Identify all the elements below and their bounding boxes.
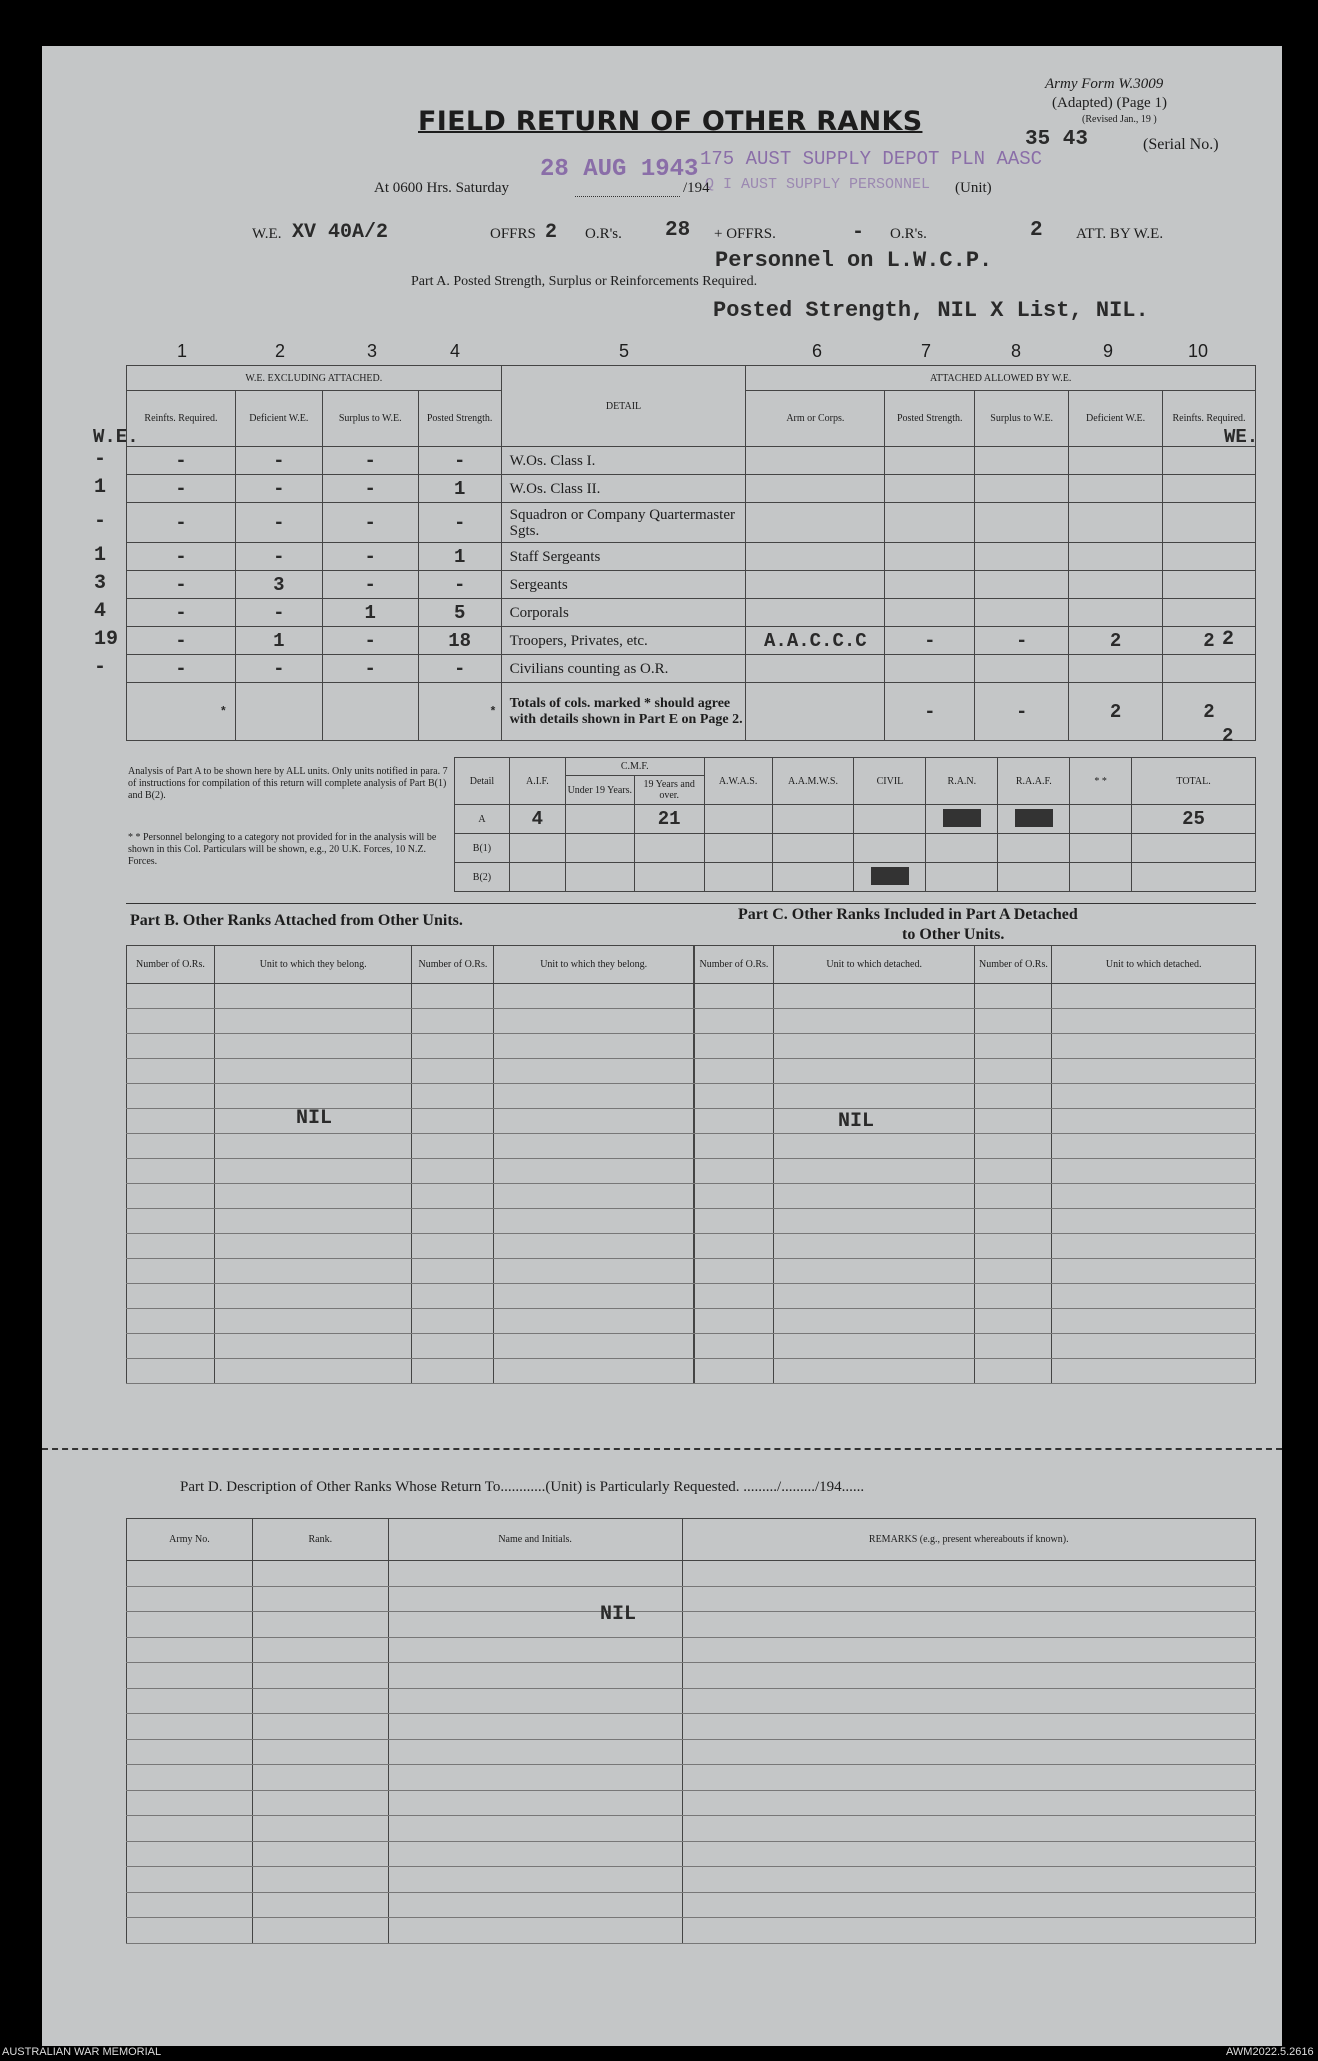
analysis-a-over19: 21 [634, 805, 704, 834]
part-b-heading: Part B. Other Ranks Attached from Other Units. [130, 912, 463, 929]
analysis-b2-civil [854, 863, 926, 892]
part-a-cell-c4: 1 [418, 543, 501, 571]
analysis-total-header: TOTAL. [1132, 758, 1256, 805]
part-a-table [126, 365, 1259, 741]
part-a-row [127, 655, 1256, 683]
plus-ors-value: 2 [1030, 219, 1043, 242]
blank-row [127, 1184, 694, 1209]
blank-row [127, 1790, 1256, 1816]
typed-note-line1: Personnel on L.W.C.P. [715, 248, 993, 273]
blank-row [127, 1109, 694, 1134]
unit-label: (Unit) [955, 180, 992, 196]
part-a-cell-c3: - [322, 447, 418, 475]
part-a-cell-c3: - [322, 475, 418, 503]
analysis-a-aif: 4 [509, 805, 565, 834]
part-a-cell-c2: - [235, 503, 322, 543]
blank-row [127, 1234, 694, 1259]
col-number-10: 10 [1188, 341, 1209, 361]
blank-row [127, 1867, 1256, 1893]
part-a-cell-c9 [1069, 655, 1163, 683]
col-number-6: 6 [812, 341, 823, 361]
part-a-cell-c4: 1 [418, 475, 501, 503]
col-number-5: 5 [619, 341, 630, 361]
part-b-nil: NIL [296, 1107, 333, 1130]
margin-we-value: 3 [94, 572, 107, 595]
blank-row [127, 1841, 1256, 1867]
blank-row [127, 1059, 694, 1084]
part-bc-top-rule [126, 903, 1256, 904]
blank-row [127, 1084, 694, 1109]
part-a-row [127, 627, 1256, 655]
blank-row [695, 1059, 1256, 1084]
part-a-cell-c10 [1163, 475, 1256, 503]
form-number: Army Form W.3009 [1045, 76, 1164, 92]
part-a-cell-c10: 2 [1163, 627, 1256, 655]
part-a-cell-c7: - [885, 627, 975, 655]
part-d-col-army-no: Army No. [127, 1519, 253, 1561]
part-b-col-number: Number of O.Rs. [127, 946, 215, 984]
totals-c10: 2 [1163, 683, 1256, 741]
analysis-aamws-header: A.A.M.W.S. [772, 758, 854, 805]
part-a-cell-detail: Staff Sergeants [501, 543, 746, 571]
part-d-nil: NIL [600, 1603, 637, 1626]
totals-detail: Totals of cols. marked * should agree with details shown in Part E on Page 2. [501, 683, 746, 741]
redaction-mark [871, 867, 909, 885]
part-a-cell-c6 [746, 543, 885, 571]
date-stamp: 28 AUG 1943 [540, 156, 699, 183]
part-a-cell-c2: - [235, 475, 322, 503]
part-a-cell-c9 [1069, 543, 1163, 571]
blank-row [127, 1637, 1256, 1663]
part-a-cell-c7 [885, 599, 975, 627]
part-d-table [126, 1518, 1256, 1944]
part-a-cell-c1: - [127, 599, 236, 627]
part-a-cell-c3: - [322, 571, 418, 599]
part-a-cell-c1: - [127, 655, 236, 683]
blank-row [695, 1134, 1256, 1159]
part-a-cell-c9 [1069, 571, 1163, 599]
part-a-cell-c10 [1163, 599, 1256, 627]
blank-row [695, 1184, 1256, 1209]
blank-row [127, 1816, 1256, 1842]
part-a-cell-c10 [1163, 571, 1256, 599]
perforation-line [42, 1448, 1282, 1450]
analysis-a-raaf [998, 805, 1070, 834]
header-att-deficient: Deficient W.E. [1069, 391, 1163, 447]
part-b-col-unit: Unit to which they belong. [214, 946, 412, 984]
totals-row [127, 683, 1256, 741]
analysis-a-ran [926, 805, 998, 834]
part-a-cell-c2: 3 [235, 571, 322, 599]
header-surplus-to-we: Surplus to W.E. [322, 391, 418, 447]
analysis-a-under19 [565, 805, 634, 834]
margin-we-value: 19 [94, 628, 119, 651]
part-a-row [127, 503, 1256, 543]
part-a-cell-c6 [746, 503, 885, 543]
detail-header: DETAIL [501, 366, 746, 447]
part-a-cell-c1: - [127, 503, 236, 543]
analysis-under19-header: Under 19 Years. [565, 776, 634, 805]
blank-row [127, 1739, 1256, 1765]
blank-row [127, 1663, 1256, 1689]
blank-row [127, 1134, 694, 1159]
blank-row [127, 1586, 1256, 1612]
part-a-cell-c9: 2 [1069, 627, 1163, 655]
blank-row [695, 1009, 1256, 1034]
part-d-col-rank: Rank. [252, 1519, 388, 1561]
blank-row [127, 1359, 694, 1384]
part-a-cell-c7 [885, 503, 975, 543]
part-b-col-unit-2: Unit to which they belong. [494, 946, 694, 984]
part-a-cell-c7 [885, 475, 975, 503]
ors-label: O.R's. [585, 226, 622, 242]
typed-note-line2: Posted Strength, NIL X List, NIL. [713, 298, 1149, 323]
part-a-row [127, 599, 1256, 627]
col-number-4: 4 [450, 341, 461, 361]
serial-label: (Serial No.) [1143, 136, 1219, 153]
part-a-cell-c7 [885, 571, 975, 599]
footer-credit: AUSTRALIAN WAR MEMORIAL [2, 2046, 162, 2058]
part-a-cell-c9 [1069, 503, 1163, 543]
part-a-cell-detail: W.Os. Class I. [501, 447, 746, 475]
analysis-a-other [1070, 805, 1132, 834]
blank-row [695, 1034, 1256, 1059]
blank-row [127, 1009, 694, 1034]
att-by-we-label: ATT. BY W.E. [1076, 226, 1164, 242]
unit-stamp-line2: Q I AUST SUPPLY PERSONNEL [705, 176, 931, 193]
totals-c7: - [885, 683, 975, 741]
part-c-col-unit-2: Unit to which detached. [1052, 946, 1256, 984]
margin-we-value: 1 [94, 544, 107, 567]
part-a-cell-c2: - [235, 655, 322, 683]
at-hours-label: At 0600 Hrs. Saturday [374, 180, 509, 196]
part-b-col-number-2: Number of O.Rs. [412, 946, 494, 984]
totals-we2: 2 [1222, 725, 1234, 747]
analysis-ran-header: R.A.N. [926, 758, 998, 805]
redaction-mark [943, 809, 981, 827]
year-label: /194 [683, 180, 710, 196]
part-a-cell-detail: Squadron or Company Quartermaster Sgts. [501, 503, 746, 543]
col-number-3: 3 [367, 341, 378, 361]
analysis-a-total: 25 [1132, 805, 1256, 834]
part-a-cell-c4: - [418, 503, 501, 543]
analysis-row-b1-label: B(1) [455, 834, 510, 863]
blank-row [127, 1918, 1256, 1944]
plus-offrs-value: - [852, 221, 865, 244]
part-a-cell-c7 [885, 447, 975, 475]
part-a-cell-c6 [746, 475, 885, 503]
header-att-posted-strength: Posted Strength. [885, 391, 975, 447]
part-a-cell-c9 [1069, 475, 1163, 503]
part-a-heading: Part A. Posted Strength, Surplus or Reinforcements Required. [411, 274, 758, 289]
offrs-value: 2 [545, 221, 558, 244]
part-a-cell-c8 [975, 447, 1069, 475]
part-d-col-remarks: REMARKS (e.g., present whereabouts if known). [682, 1519, 1256, 1561]
col-number-9: 9 [1103, 341, 1114, 361]
part-a-cell-c6 [746, 599, 885, 627]
blank-row [695, 1259, 1256, 1284]
part-c-col-number: Number of O.Rs. [695, 946, 774, 984]
part-a-cell-c4: 5 [418, 599, 501, 627]
part-c-col-unit: Unit to which detached. [773, 946, 975, 984]
analysis-footnote: * * Personnel belonging to a category not provided for in the analysis will be shown in this Col. Particulars will be shown, e.g., 20 U.K. Forces, 10 N.Z. Forces. [128, 832, 437, 867]
plus-ors-label: O.R's. [890, 226, 927, 242]
col-number-8: 8 [1011, 341, 1022, 361]
margin-we-value: - [94, 448, 107, 471]
blank-row [695, 1084, 1256, 1109]
part-a-cell-c8 [975, 503, 1069, 543]
totals-c8: - [975, 683, 1069, 741]
margin-we-label-right: WE. [1224, 426, 1259, 448]
part-c-table [694, 945, 1256, 1384]
analysis-awas-header: A.W.A.S. [704, 758, 772, 805]
blank-row [127, 1714, 1256, 1740]
blank-row [127, 1612, 1256, 1638]
part-c-heading-line1: Part C. Other Ranks Included in Part A Detached [738, 906, 1078, 923]
analysis-row-a-label: A [455, 805, 510, 834]
part-a-cell-c3: - [322, 503, 418, 543]
footer-accession: AWM2022.5.2616 [1226, 2046, 1314, 2058]
part-a-cell-c1: - [127, 571, 236, 599]
margin-we-label: W.E. [93, 426, 139, 448]
blank-row [695, 1309, 1256, 1334]
totals-c4: * [418, 683, 501, 741]
part-a-cell-c6 [746, 655, 885, 683]
blank-row [695, 1334, 1256, 1359]
page-title: FIELD RETURN OF OTHER RANKS [418, 106, 923, 137]
part-a-cell-c2: - [235, 543, 322, 571]
part-a-cell-c9 [1069, 599, 1163, 627]
part-a-cell-detail: W.Os. Class II. [501, 475, 746, 503]
part-a-row [127, 543, 1256, 571]
totals-c9: 2 [1069, 683, 1163, 741]
part-a-cell-c4: - [418, 571, 501, 599]
part-a-cell-c10 [1163, 543, 1256, 571]
blank-row [127, 1688, 1256, 1714]
unit-stamp-line1: 175 AUST SUPPLY DEPOT PLN AASC [700, 148, 1043, 170]
part-a-cell-c4: - [418, 655, 501, 683]
part-a-row [127, 447, 1256, 475]
header-att-surplus: Surplus to W.E. [975, 391, 1069, 447]
part-a-cell-c9 [1069, 447, 1163, 475]
blank-row [695, 1209, 1256, 1234]
margin-we-value: - [94, 510, 107, 533]
margin-we-value-right: 2 [1222, 628, 1235, 651]
blank-row [695, 1234, 1256, 1259]
part-c-col-number-2: Number of O.Rs. [975, 946, 1052, 984]
group-attached-allowed: ATTACHED ALLOWED BY W.E. [746, 366, 1256, 391]
part-a-cell-detail: Civilians counting as O.R. [501, 655, 746, 683]
blank-row [127, 1209, 694, 1234]
part-a-cell-c6 [746, 447, 885, 475]
part-a-cell-c4: 18 [418, 627, 501, 655]
blank-row [695, 1159, 1256, 1184]
part-d-heading: Part D. Description of Other Ranks Whose Return To............(Unit) is Particularly Requested. ........./........./194...... [180, 1479, 865, 1495]
part-a-cell-c7 [885, 543, 975, 571]
blank-row [127, 1159, 694, 1184]
analysis-row-b2-label: B(2) [455, 863, 510, 892]
header-reinfts-required: Reinfts. Required. [127, 391, 236, 447]
analysis-other-header: * * [1070, 758, 1132, 805]
part-b-table [126, 945, 694, 1384]
part-a-cell-c3: - [322, 543, 418, 571]
part-a-cell-c1: - [127, 475, 236, 503]
blank-row [695, 984, 1256, 1009]
margin-we-value: 1 [94, 476, 107, 499]
part-a-cell-c10 [1163, 447, 1256, 475]
part-a-cell-c3: 1 [322, 599, 418, 627]
header-deficient-we: Deficient W.E. [235, 391, 322, 447]
analysis-a-aamws [772, 805, 854, 834]
we-value: XV 40A/2 [292, 221, 389, 244]
form-revised: (Revised Jan., 19 ) [1082, 114, 1157, 125]
analysis-cmf-header: C.M.F. [565, 758, 704, 776]
analysis-raaf-header: R.A.A.F. [998, 758, 1070, 805]
part-a-cell-detail: Sergeants [501, 571, 746, 599]
part-a-cell-c10 [1163, 503, 1256, 543]
blank-row [127, 1259, 694, 1284]
header-att-reinfts: Reinfts. Required. [1163, 391, 1256, 447]
part-a-cell-c8 [975, 655, 1069, 683]
part-a-row [127, 475, 1256, 503]
blank-row [127, 1561, 1256, 1587]
analysis-a-civil [854, 805, 926, 834]
part-a-cell-c8: - [975, 627, 1069, 655]
analysis-aif-header: A.I.F. [509, 758, 565, 805]
analysis-detail-header: Detail [455, 758, 510, 805]
part-a-cell-c2: 1 [235, 627, 322, 655]
serial-number: 35 43 [1025, 128, 1089, 151]
form-adapted: (Adapted) (Page 1) [1052, 95, 1167, 111]
part-a-row [127, 571, 1256, 599]
part-a-cell-c1: - [127, 627, 236, 655]
blank-row [127, 1034, 694, 1059]
part-a-cell-detail: Troopers, Privates, etc. [501, 627, 746, 655]
analysis-note: Analysis of Part A to be shown here by ALL units. Only units notified in para. 7 of instructions for compilation of this return will complete analysis of Part B(1) and B(2). [128, 766, 448, 801]
col-number-1: 1 [177, 341, 188, 361]
blank-row [127, 1334, 694, 1359]
part-a-cell-c6 [746, 571, 885, 599]
part-d-col-name: Name and Initials. [388, 1519, 682, 1561]
analysis-table [454, 757, 1256, 892]
col-number-2: 2 [275, 341, 286, 361]
blank-row [695, 1284, 1256, 1309]
ors-value: 28 [665, 219, 691, 242]
group-we-excluding-attached: W.E. EXCLUDING ATTACHED. [127, 366, 502, 391]
part-a-cell-c8 [975, 475, 1069, 503]
analysis-a-awas [704, 805, 772, 834]
header-arm-or-corps: Arm or Corps. [746, 391, 885, 447]
part-a-cell-detail: Corporals [501, 599, 746, 627]
col-number-7: 7 [921, 341, 932, 361]
blank-row [127, 984, 694, 1009]
part-c-nil: NIL [838, 1110, 875, 1133]
part-a-cell-c6: A.A.C.C.C [746, 627, 885, 655]
blank-row [695, 1109, 1256, 1134]
margin-we-value: - [94, 656, 107, 679]
analysis-over19-header: 19 Years and over. [634, 776, 704, 805]
redaction-mark [1015, 809, 1053, 827]
part-a-cell-c1: - [127, 543, 236, 571]
blank-row [127, 1284, 694, 1309]
date-dotted-line [575, 196, 680, 197]
part-a-cell-c1: - [127, 447, 236, 475]
plus-offrs-label: + OFFRS. [714, 226, 776, 242]
part-a-cell-c3: - [322, 627, 418, 655]
totals-c1: * [127, 683, 236, 741]
part-a-cell-c7 [885, 655, 975, 683]
part-a-cell-c10 [1163, 655, 1256, 683]
offrs-label: OFFRS [490, 226, 536, 242]
part-a-cell-c8 [975, 599, 1069, 627]
blank-row [127, 1309, 694, 1334]
header-posted-strength: Posted Strength. [418, 391, 501, 447]
part-a-cell-c8 [975, 543, 1069, 571]
blank-row [695, 1359, 1256, 1384]
we-label: W.E. [252, 226, 282, 242]
margin-we-value: 4 [94, 600, 107, 623]
analysis-civil-header: CIVIL [854, 758, 926, 805]
part-a-cell-c2: - [235, 599, 322, 627]
part-a-cell-c4: - [418, 447, 501, 475]
part-a-cell-c3: - [322, 655, 418, 683]
part-a-cell-c8 [975, 571, 1069, 599]
part-c-heading-line2: to Other Units. [902, 926, 1005, 943]
blank-row [127, 1765, 1256, 1791]
blank-row [127, 1892, 1256, 1918]
part-a-cell-c2: - [235, 447, 322, 475]
